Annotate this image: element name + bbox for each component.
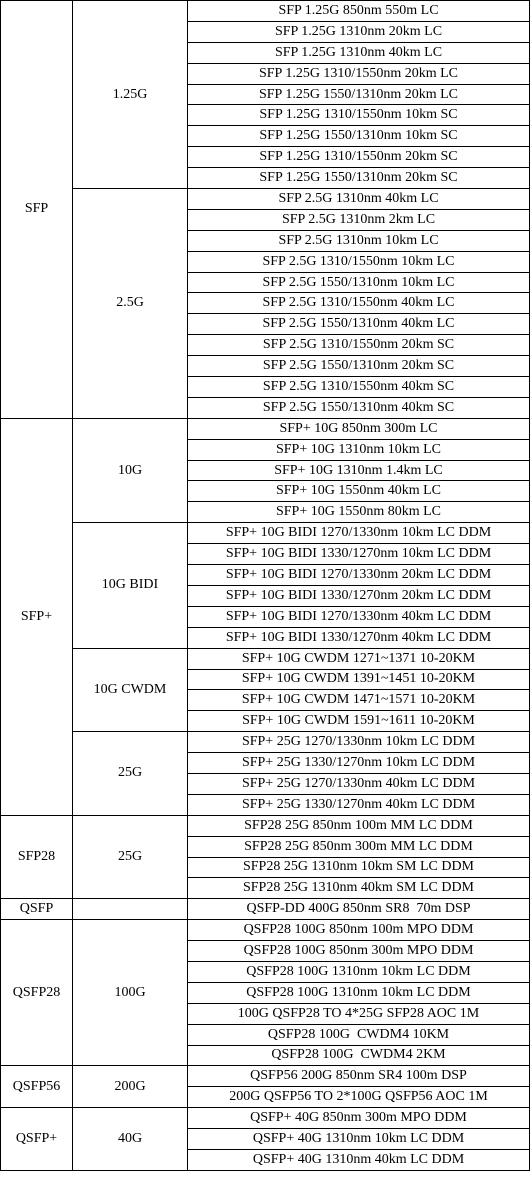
table-row [1, 418, 530, 439]
model-cell: 100G QSFP28 TO 4*25G SFP28 AOC 1M [188, 1003, 530, 1024]
model-cell: SFP 2.5G 1550/1310nm 10km LC [188, 272, 530, 293]
model-cell: SFP 2.5G 1310/1550nm 10km LC [188, 251, 530, 272]
model-cell: SFP 1.25G 850nm 550m LC [188, 1, 530, 22]
speed-cell: 25G [73, 732, 188, 816]
family-cell: SFP28 [1, 815, 73, 899]
model-cell: SFP+ 10G 850nm 300m LC [188, 418, 530, 439]
speed-cell: 10G [73, 418, 188, 522]
table-row [1, 899, 530, 920]
model-cell: SFP 1.25G 1310/1550nm 20km SC [188, 147, 530, 168]
table-row [1, 732, 530, 753]
family-cell: QSFP [1, 899, 73, 920]
family-cell: QSFP56 [1, 1066, 73, 1108]
model-cell: SFP+ 10G 1310nm 1.4km LC [188, 460, 530, 481]
model-cell: SFP+ 10G CWDM 1591~1611 10-20KM [188, 711, 530, 732]
model-cell: QSFP-DD 400G 850nm SR8 70m DSP [188, 899, 530, 920]
model-cell: SFP+ 10G BIDI 1330/1270nm 10km LC DDM [188, 544, 530, 565]
table-row [1, 1108, 530, 1129]
model-cell: SFP 1.25G 1550/1310nm 20km LC [188, 84, 530, 105]
model-cell: SFP 1.25G 1310/1550nm 20km LC [188, 63, 530, 84]
model-cell: SFP+ 10G 1310nm 10km LC [188, 439, 530, 460]
table-row [1, 648, 530, 669]
model-cell: 200G QSFP56 TO 2*100G QSFP56 AOC 1M [188, 1087, 530, 1108]
table-row [1, 523, 530, 544]
model-cell: QSFP28 100G CWDM4 2KM [188, 1045, 530, 1066]
model-cell: SFP+ 10G BIDI 1270/1330nm 20km LC DDM [188, 565, 530, 586]
model-cell: SFP 2.5G 1550/1310nm 40km SC [188, 397, 530, 418]
model-cell: SFP 2.5G 1310nm 40km LC [188, 189, 530, 210]
model-cell: SFP+ 10G CWDM 1391~1451 10-20KM [188, 669, 530, 690]
model-cell: SFP 2.5G 1310nm 10km LC [188, 230, 530, 251]
speed-cell: 200G [73, 1066, 188, 1108]
model-cell: SFP 1.25G 1550/1310nm 10km SC [188, 126, 530, 147]
model-cell: QSFP+ 40G 1310nm 10km LC DDM [188, 1129, 530, 1150]
model-cell: SFP28 25G 1310nm 10km SM LC DDM [188, 857, 530, 878]
table-row [1, 1066, 530, 1087]
model-cell: SFP28 25G 1310nm 40km SM LC DDM [188, 878, 530, 899]
model-cell: QSFP28 100G 1310nm 10km LC DDM [188, 961, 530, 982]
model-cell: QSFP56 200G 850nm SR4 100m DSP [188, 1066, 530, 1087]
model-cell: SFP+ 25G 1270/1330nm 40km LC DDM [188, 773, 530, 794]
model-cell: SFP 2.5G 1310/1550nm 40km SC [188, 377, 530, 398]
model-cell: SFP+ 10G BIDI 1330/1270nm 20km LC DDM [188, 585, 530, 606]
model-cell: SFP 2.5G 1550/1310nm 40km LC [188, 314, 530, 335]
model-cell: SFP+ 10G BIDI 1270/1330nm 10km LC DDM [188, 523, 530, 544]
product-table-body [1, 1, 530, 1171]
speed-cell: 10G CWDM [73, 648, 188, 732]
model-cell: SFP+ 10G CWDM 1271~1371 10-20KM [188, 648, 530, 669]
model-cell: QSFP+ 40G 850nm 300m MPO DDM [188, 1108, 530, 1129]
speed-cell: 1.25G [73, 1, 188, 189]
model-cell: SFP 2.5G 1310nm 2km LC [188, 209, 530, 230]
speed-cell: 10G BIDI [73, 523, 188, 648]
model-cell: SFP+ 10G 1550nm 80km LC [188, 502, 530, 523]
model-cell: QSFP28 100G 1310nm 10km LC DDM [188, 982, 530, 1003]
model-cell: SFP 1.25G 1310nm 20km LC [188, 21, 530, 42]
model-cell: SFP 1.25G 1550/1310nm 20km SC [188, 168, 530, 189]
speed-cell: 40G [73, 1108, 188, 1171]
speed-cell: 2.5G [73, 189, 188, 419]
table-row [1, 815, 530, 836]
model-cell: QSFP28 100G CWDM4 10KM [188, 1024, 530, 1045]
model-cell: SFP+ 10G 1550nm 40km LC [188, 481, 530, 502]
speed-cell [73, 899, 188, 920]
family-cell: QSFP+ [1, 1108, 73, 1171]
model-cell: SFP+ 25G 1270/1330nm 10km LC DDM [188, 732, 530, 753]
model-cell: SFP 2.5G 1310/1550nm 40km LC [188, 293, 530, 314]
model-cell: SFP+ 10G CWDM 1471~1571 10-20KM [188, 690, 530, 711]
family-cell: SFP [1, 1, 73, 419]
model-cell: SFP+ 25G 1330/1270nm 10km LC DDM [188, 753, 530, 774]
model-cell: QSFP+ 40G 1310nm 40km LC DDM [188, 1149, 530, 1170]
family-cell: QSFP28 [1, 920, 73, 1066]
model-cell: SFP 2.5G 1310/1550nm 20km SC [188, 335, 530, 356]
model-cell: SFP28 25G 850nm 300m MM LC DDM [188, 836, 530, 857]
model-cell: SFP 1.25G 1310nm 40km LC [188, 42, 530, 63]
model-cell: QSFP28 100G 850nm 100m MPO DDM [188, 920, 530, 941]
model-cell: SFP28 25G 850nm 100m MM LC DDM [188, 815, 530, 836]
model-cell: SFP+ 10G BIDI 1330/1270nm 40km LC DDM [188, 627, 530, 648]
speed-cell: 25G [73, 815, 188, 899]
model-cell: SFP 1.25G 1310/1550nm 10km SC [188, 105, 530, 126]
family-cell: SFP+ [1, 418, 73, 815]
model-cell: SFP+ 25G 1330/1270nm 40km LC DDM [188, 794, 530, 815]
table-row [1, 920, 530, 941]
model-cell: SFP+ 10G BIDI 1270/1330nm 40km LC DDM [188, 606, 530, 627]
model-cell: QSFP28 100G 850nm 300m MPO DDM [188, 941, 530, 962]
model-cell: SFP 2.5G 1550/1310nm 20km SC [188, 356, 530, 377]
table-row [1, 189, 530, 210]
speed-cell: 100G [73, 920, 188, 1066]
table-row [1, 1, 530, 22]
